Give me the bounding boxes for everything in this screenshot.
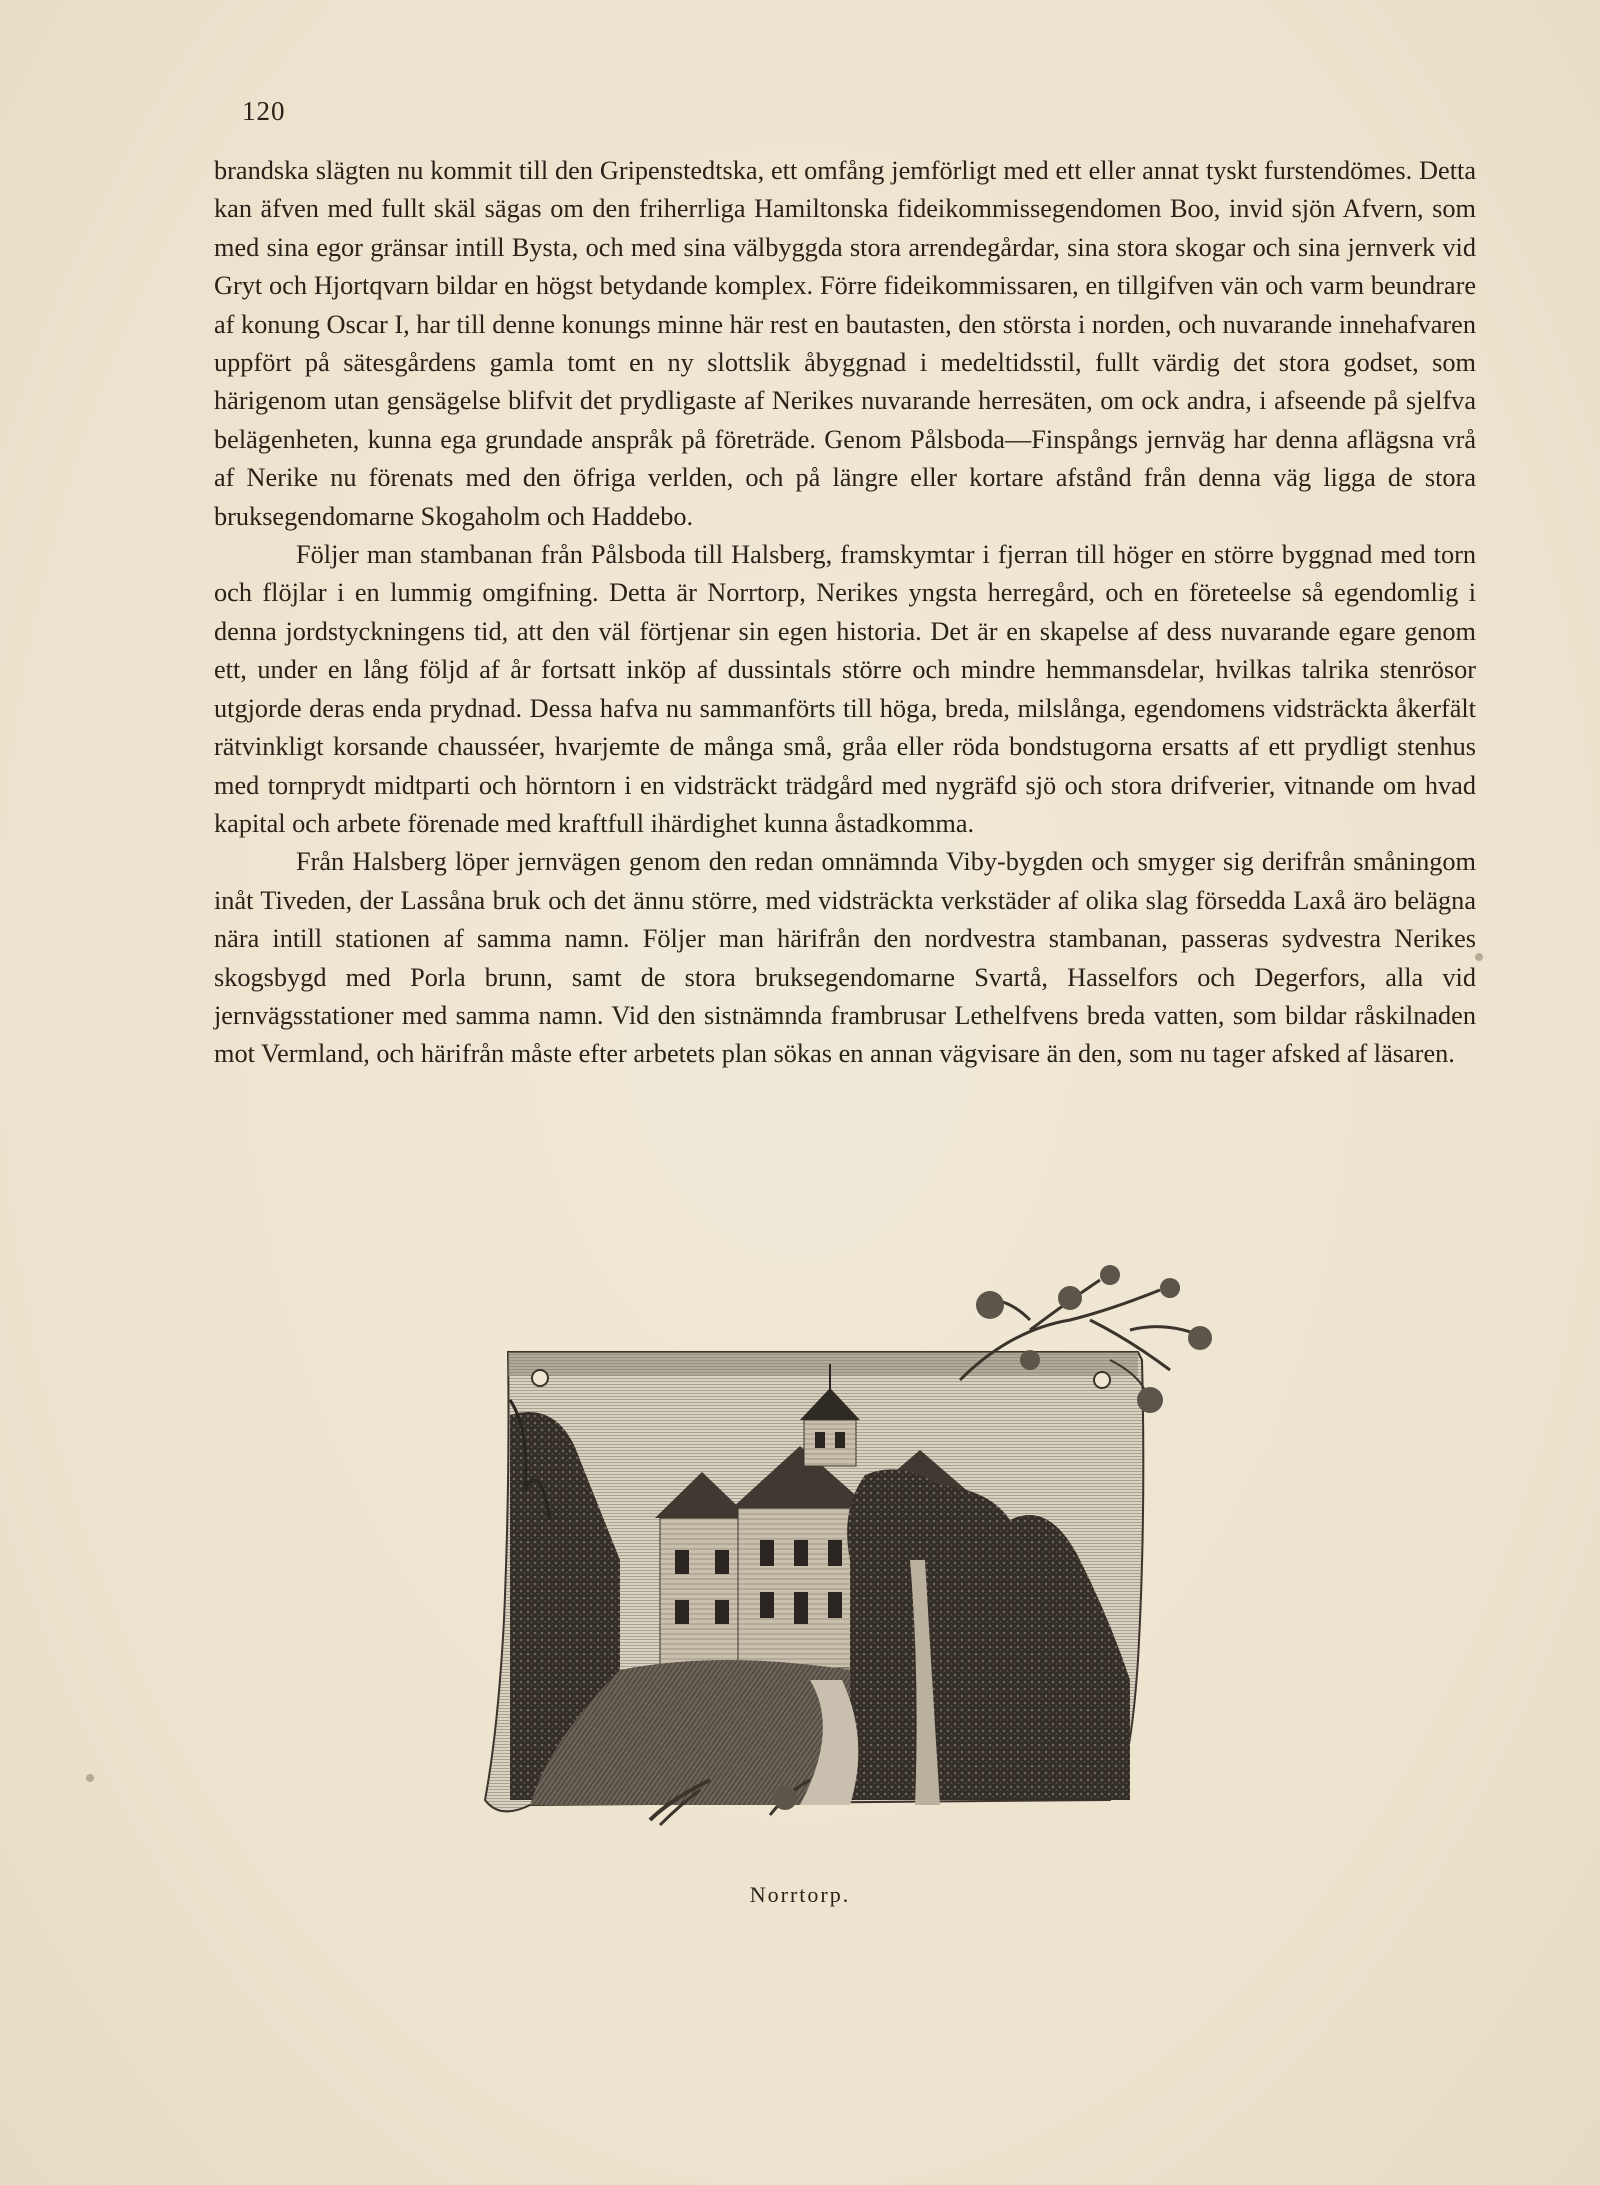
paper-spot xyxy=(1475,953,1483,961)
engraving-plate xyxy=(485,1352,1143,1811)
norrtorp-engraving xyxy=(470,1260,1260,1840)
page-number: 120 xyxy=(242,96,286,126)
paragraph-1: brandska slägten nu kommit till den Gripenstedtska, ett omfång jemförligt med ett eller annat tyskt furstendömes. Detta kan äfven med fullt skäl sägas om den friherrliga Hamiltonska fideikommissegendomen Boo, invid sjön Afvern, som med sina egor gränsar intill Bysta, och med sina välbyggda stora arrendegårdar, sina stora skogar och sina jernverk vid Gryt och Hjortqvarn bildar en högst betydande komplex. Förre fideikommissaren, en tillgifven vän och varm beundrare af konung Oscar I, har till denne konungs minne här rest en bautasten, den största i norden, och nuvarande innehafvaren uppfört på sätesgårdens gamla tomt en ny slottslik åbyggnad i medeltidsstil, fullt värdig det stora godset, som härigenom utan gensägelse blifvit det prydligaste af Nerikes nuvarande herresäten, om ock andra, i afseende på sjelfva belägenheten, kunna ega grundade anspråk på företräde. Genom Pålsboda—Finspångs jernväg har denna aflägsna vrå af Nerike nu förenats med den öfriga verlden, och på längre eller kortare afstånd från denna väg ligga de stora bruksegendomarne Skogaholm och Haddebo. xyxy=(214,156,1476,531)
illustration-caption: Norrtorp. xyxy=(749,1882,851,1907)
paragraph-3: Från Halsberg löper jernvägen genom den redan omnämnda Viby-bygden och smyger sig derifrån småningom inåt Tiveden, der Lassåna bruk och det ännu större, med vidsträckta verkstäder af olika slag försedda Laxå äro belägna nära intill stationen af samma namn. Följer man härifrån den nordvestra stambanan, passeras sydvestra Nerikes skogsbygd med Porla brunn, samt de stora bruksegendomarne Svartå, Hasselfors och Degerfors, alla vid jernvägsstationer med samma namn. Vid den sistnämnda frambrusar Lethelfvens breda vatten, som bildar råskilnaden mot Vermland, och härifrån måste efter arbetets plan sökas en annan vägvisare än den, som nu tager afsked af läsaren. xyxy=(214,847,1476,1069)
body-text xyxy=(214,152,1476,1074)
paper-spot xyxy=(86,1774,94,1782)
paragraph-2: Följer man stambanan från Pålsboda till Halsberg, framskymtar i fjerran till höger en större byggnad med torn och flöjlar i en lummig omgifning. Detta är Norrtorp, Nerikes yngsta herregård, och en företeelse så egendomlig i denna jordstyckningens tid, att den väl förtjenar sin egen historia. Det är en skapelse af dess nuvarande egare genom ett, under en lång följd af år fortsatt inköp af dussintals större och mindre hemmansdelar, hvilkas talrika stenrösor utgjorde deras enda prydnad. Dessa hafva nu sammanförts till höga, breda, milslånga, egendomens vidsträckta åkerfält rätvinkligt korsande chausséer, hvarjemte de många små, gråa eller röda bondstugorna ersatts af ett prydligt stenhus med tornprydt midtparti och hörntorn i en vidsträckt trädgård med nygräfd sjö och stora drifverier, vitnande om hvad kapital och arbete förenade med kraftfull ihärdighet kunna åstadkomma. xyxy=(214,540,1476,838)
